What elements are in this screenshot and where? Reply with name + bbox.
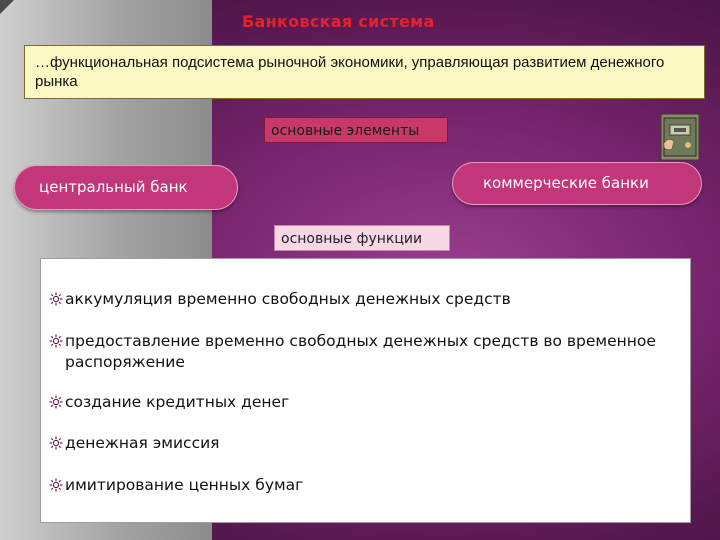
commercial-banks-element: коммерческие банки bbox=[452, 162, 702, 205]
central-bank-element: центральный банк bbox=[14, 165, 238, 210]
elements-label: основные элементы bbox=[264, 117, 448, 143]
sun-bullet-icon bbox=[49, 395, 63, 409]
functions-label: основные функции bbox=[274, 225, 450, 251]
sun-bullet-icon bbox=[49, 436, 63, 450]
slide-title: Банковская система bbox=[242, 12, 435, 31]
function-text: аккумуляция временно свободных денежных средств bbox=[65, 290, 511, 308]
function-text: денежная эмиссия bbox=[65, 434, 220, 452]
function-text: имитирование ценных бумаг bbox=[65, 476, 304, 494]
list-item bbox=[49, 331, 679, 373]
safe-icon bbox=[660, 113, 700, 161]
function-text: создание кредитных денег bbox=[65, 393, 290, 411]
sun-bullet-icon bbox=[49, 478, 63, 492]
list-item bbox=[49, 475, 679, 496]
sun-bullet-icon bbox=[49, 334, 63, 348]
definition-box: …функциональная подсистема рыночной экономики, управляющая развитием денежного рынка bbox=[24, 45, 705, 99]
list-item bbox=[49, 433, 679, 454]
function-text: предоставление временно свободных денежных средств во временное распоряжение bbox=[65, 332, 656, 371]
list-item bbox=[49, 392, 679, 413]
sun-bullet-icon bbox=[49, 292, 63, 306]
list-item bbox=[49, 289, 679, 310]
corner-decoration bbox=[0, 0, 14, 14]
functions-list bbox=[40, 258, 691, 523]
